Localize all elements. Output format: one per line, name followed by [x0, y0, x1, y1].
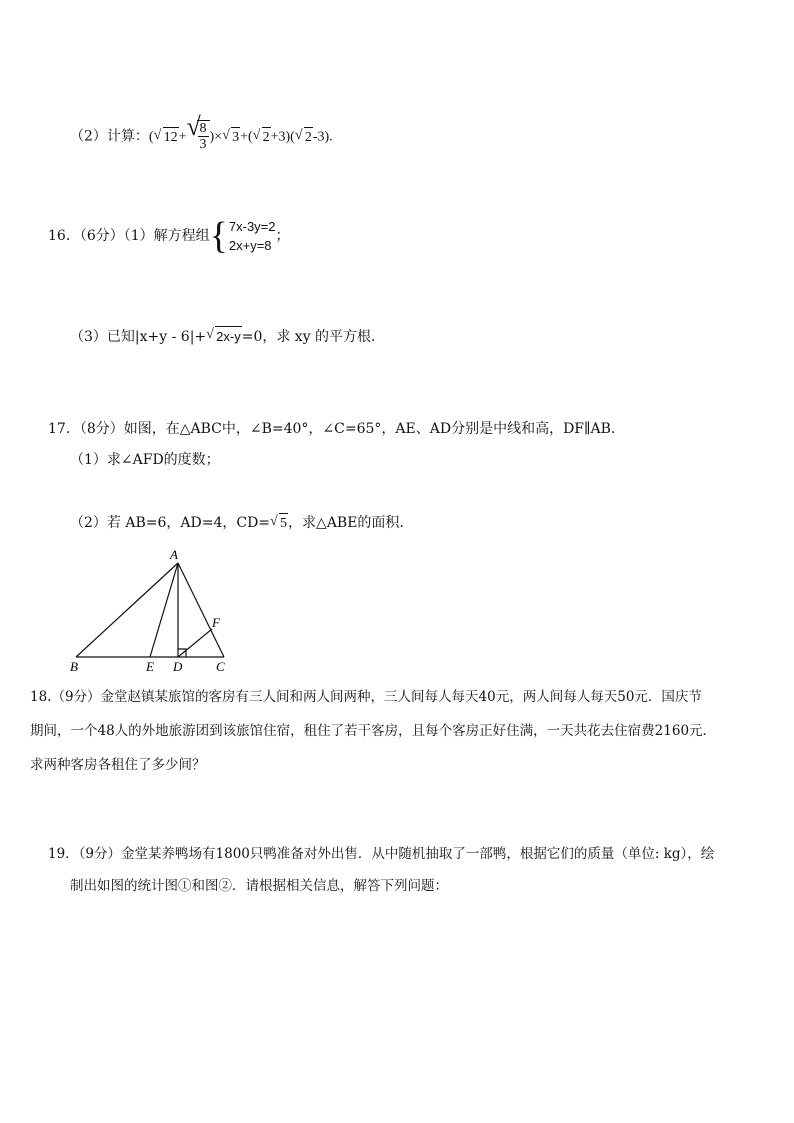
sqrt-5: √ 5 [270, 513, 288, 534]
plus-paren: +( [240, 129, 253, 145]
segment-df [178, 629, 212, 657]
q17-part2-suffix: ，求△ABE的面积. [288, 515, 404, 531]
q18-line1: 18.（9分）金堂赵镇某旅馆的客房有三人间和两人间两种，三人间每人每天40元，两人间每人每天50元．国庆节 [30, 689, 702, 705]
q16-part3-line [70, 326, 376, 347]
paren-open: ( [148, 129, 154, 145]
fraction-8-3: $\frac{8}{3}$ [199, 121, 207, 152]
segment-ac [178, 563, 224, 657]
q18-line3: 求两种客房各租住了多少间？ [30, 757, 206, 773]
tail-expression: -3). [312, 129, 333, 145]
equation-system [210, 217, 276, 255]
q16-end: ； [275, 228, 290, 244]
times-sign: )× [209, 129, 223, 145]
segment-ab [76, 563, 178, 657]
q16-header: 16．（6分）（1）解方程组 [48, 228, 210, 244]
left-brace: { [209, 215, 228, 257]
q15-part2-line [70, 112, 333, 152]
triangle-figure [60, 545, 260, 675]
q17-part2-line [70, 513, 404, 534]
q19-line1: 19．（9分）金堂某养鸭场有1800只鸭准备对外出售．从中随机抽取了一部鸭，根据它们的质量（单位: kg），绘 [48, 846, 715, 862]
q16-part3-prefix: （3）已知|x+y - 6|+ [70, 329, 207, 345]
sqrt-3: √ 3 [222, 127, 240, 148]
label-d: D [173, 659, 183, 674]
q18-block [30, 680, 716, 782]
q17-part2-prefix: （2）若 AB=6，AD=4，CD= [70, 515, 271, 531]
sqrt-12: √ 12 [154, 127, 179, 148]
equation-1: 7x-3y=2 [228, 219, 276, 234]
q17-part1: （1）求∠AFD的度数； [70, 452, 220, 468]
label-a: A [170, 547, 178, 562]
q16-part3-suffix: =0，求 xy 的平方根. [241, 329, 376, 345]
sqrt-8-over-3: √ $\frac{8}{3}$ [187, 120, 210, 152]
q17-header: 17．（8分）如图，在△ABC中，∠B=40°，∠C=65°，AE、AD分别是中线和高，DF∥AB. [48, 421, 616, 437]
q18-line2: 期间，一个48人的外地旅游团到该旅馆住宿，租住了若干客房，且每个客房正好住满，一天共花去住宿费2160元． [30, 723, 717, 739]
sqrt-2x-y: √ 2x-y [206, 326, 242, 347]
segment-ae [150, 563, 178, 657]
q15-part2-prefix: （2）计算： [70, 128, 149, 145]
sqrt-2-b: √ 2 [295, 127, 313, 148]
plus3-paren: +3)( [270, 129, 295, 145]
equation-2: 2x+y=8 [228, 238, 272, 253]
q16-line [48, 216, 290, 256]
plus-sign: + [178, 129, 187, 145]
q19-line2: 制出如图的统计图①和图②．请根据相关信息，解答下列问题： [70, 878, 448, 894]
label-e: E [146, 659, 154, 674]
label-c: C [216, 659, 225, 674]
label-b: B [70, 659, 78, 674]
sqrt-2-a: √ 2 [253, 127, 271, 148]
label-f: F [212, 615, 220, 630]
